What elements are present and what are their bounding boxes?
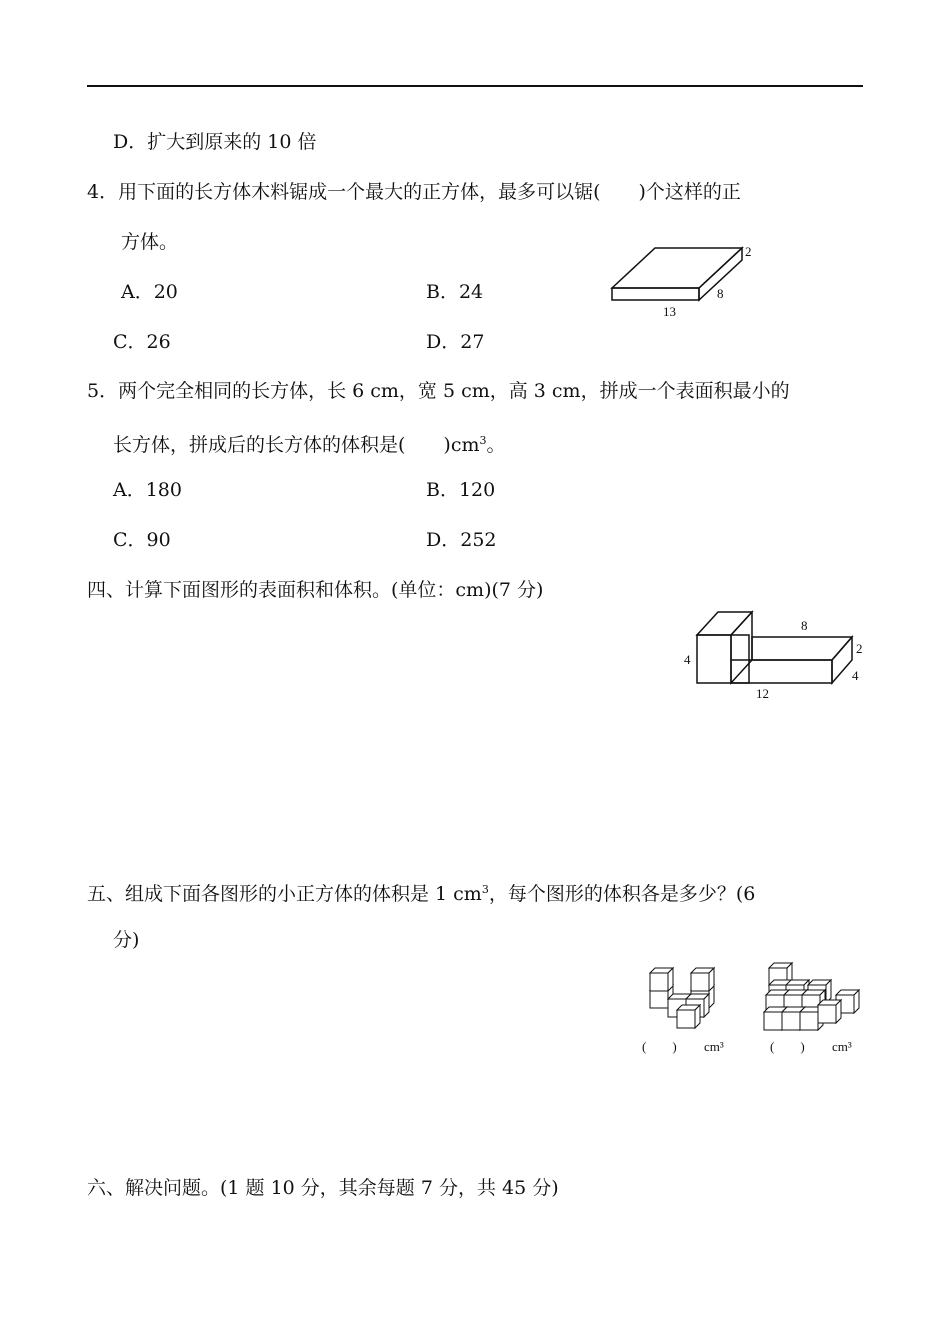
section4-label-right-height: 2 [856, 641, 863, 656]
q4-cuboid-figure [605, 240, 755, 322]
q4-option-b[interactable]: B．24 [426, 281, 484, 303]
q5-option-d[interactable]: D．252 [426, 529, 497, 551]
q5-option-b[interactable]: B．120 [426, 479, 496, 501]
section5-heading-sup: 3 [481, 883, 489, 896]
q4-option-a[interactable]: A．20 [121, 281, 178, 303]
q4-stem-line1: 4．用下面的长方体木料锯成一个最大的正方体，最多可以锯( )个这样的正 [87, 181, 741, 203]
section4-label-depth: 4 [852, 668, 859, 683]
q4-label-length: 13 [663, 304, 676, 319]
top-rule [87, 85, 863, 87]
q5-stem-line2-sup: 3 [479, 434, 487, 447]
section5-heading-line2: 分) [113, 929, 140, 951]
section4-l-shape-figure [680, 600, 870, 710]
section6-heading: 六、解决问题。(1 题 10 分，其余每题 7 分，共 45 分) [87, 1177, 559, 1199]
q5-stem-line2-text: 长方体，拼成后的长方体的体积是( )cm [113, 434, 480, 456]
section4-heading: 四、计算下面图形的表面积和体积。(单位：cm)(7 分) [87, 579, 544, 601]
cube-figure-1 [650, 968, 714, 1028]
q5-stem-line2-end: 。 [486, 434, 506, 456]
section5-heading [87, 878, 755, 906]
section4-label-top: 8 [801, 618, 808, 633]
section5-cube-figures [636, 955, 866, 1065]
q5-stem-line1: 5．两个完全相同的长方体，长 6 cm，宽 5 cm，高 3 cm，拼成一个表面积最小的 [87, 380, 790, 402]
q4-option-d[interactable]: D．27 [426, 331, 485, 353]
section5-heading-text: 五、组成下面各图形的小正方体的体积是 1 cm [87, 883, 482, 905]
q4-stem-line2: 方体。 [121, 231, 179, 253]
q5-stem-line2 [113, 429, 506, 457]
figure2-answer-paren: ( ) [770, 1039, 805, 1054]
q5-option-a[interactable]: A．180 [113, 479, 182, 501]
section5-heading-end: ，每个图形的体积各是多少？(6 [488, 883, 756, 905]
section4-label-left-height: 4 [684, 652, 691, 667]
cube-figure-2 [764, 963, 859, 1040]
section4-label-bottom: 12 [756, 686, 769, 701]
q4-label-width: 8 [717, 286, 724, 301]
figure2-unit: cm³ [832, 1039, 852, 1054]
q5-option-c[interactable]: C．90 [113, 529, 171, 551]
figure1-unit: cm³ [704, 1039, 724, 1054]
q4-label-height: 2 [745, 244, 752, 259]
figure1-answer-paren: ( ) [642, 1039, 677, 1054]
q3-option-d: D．扩大到原来的 10 倍 [113, 131, 317, 153]
q4-option-c[interactable]: C．26 [113, 331, 171, 353]
